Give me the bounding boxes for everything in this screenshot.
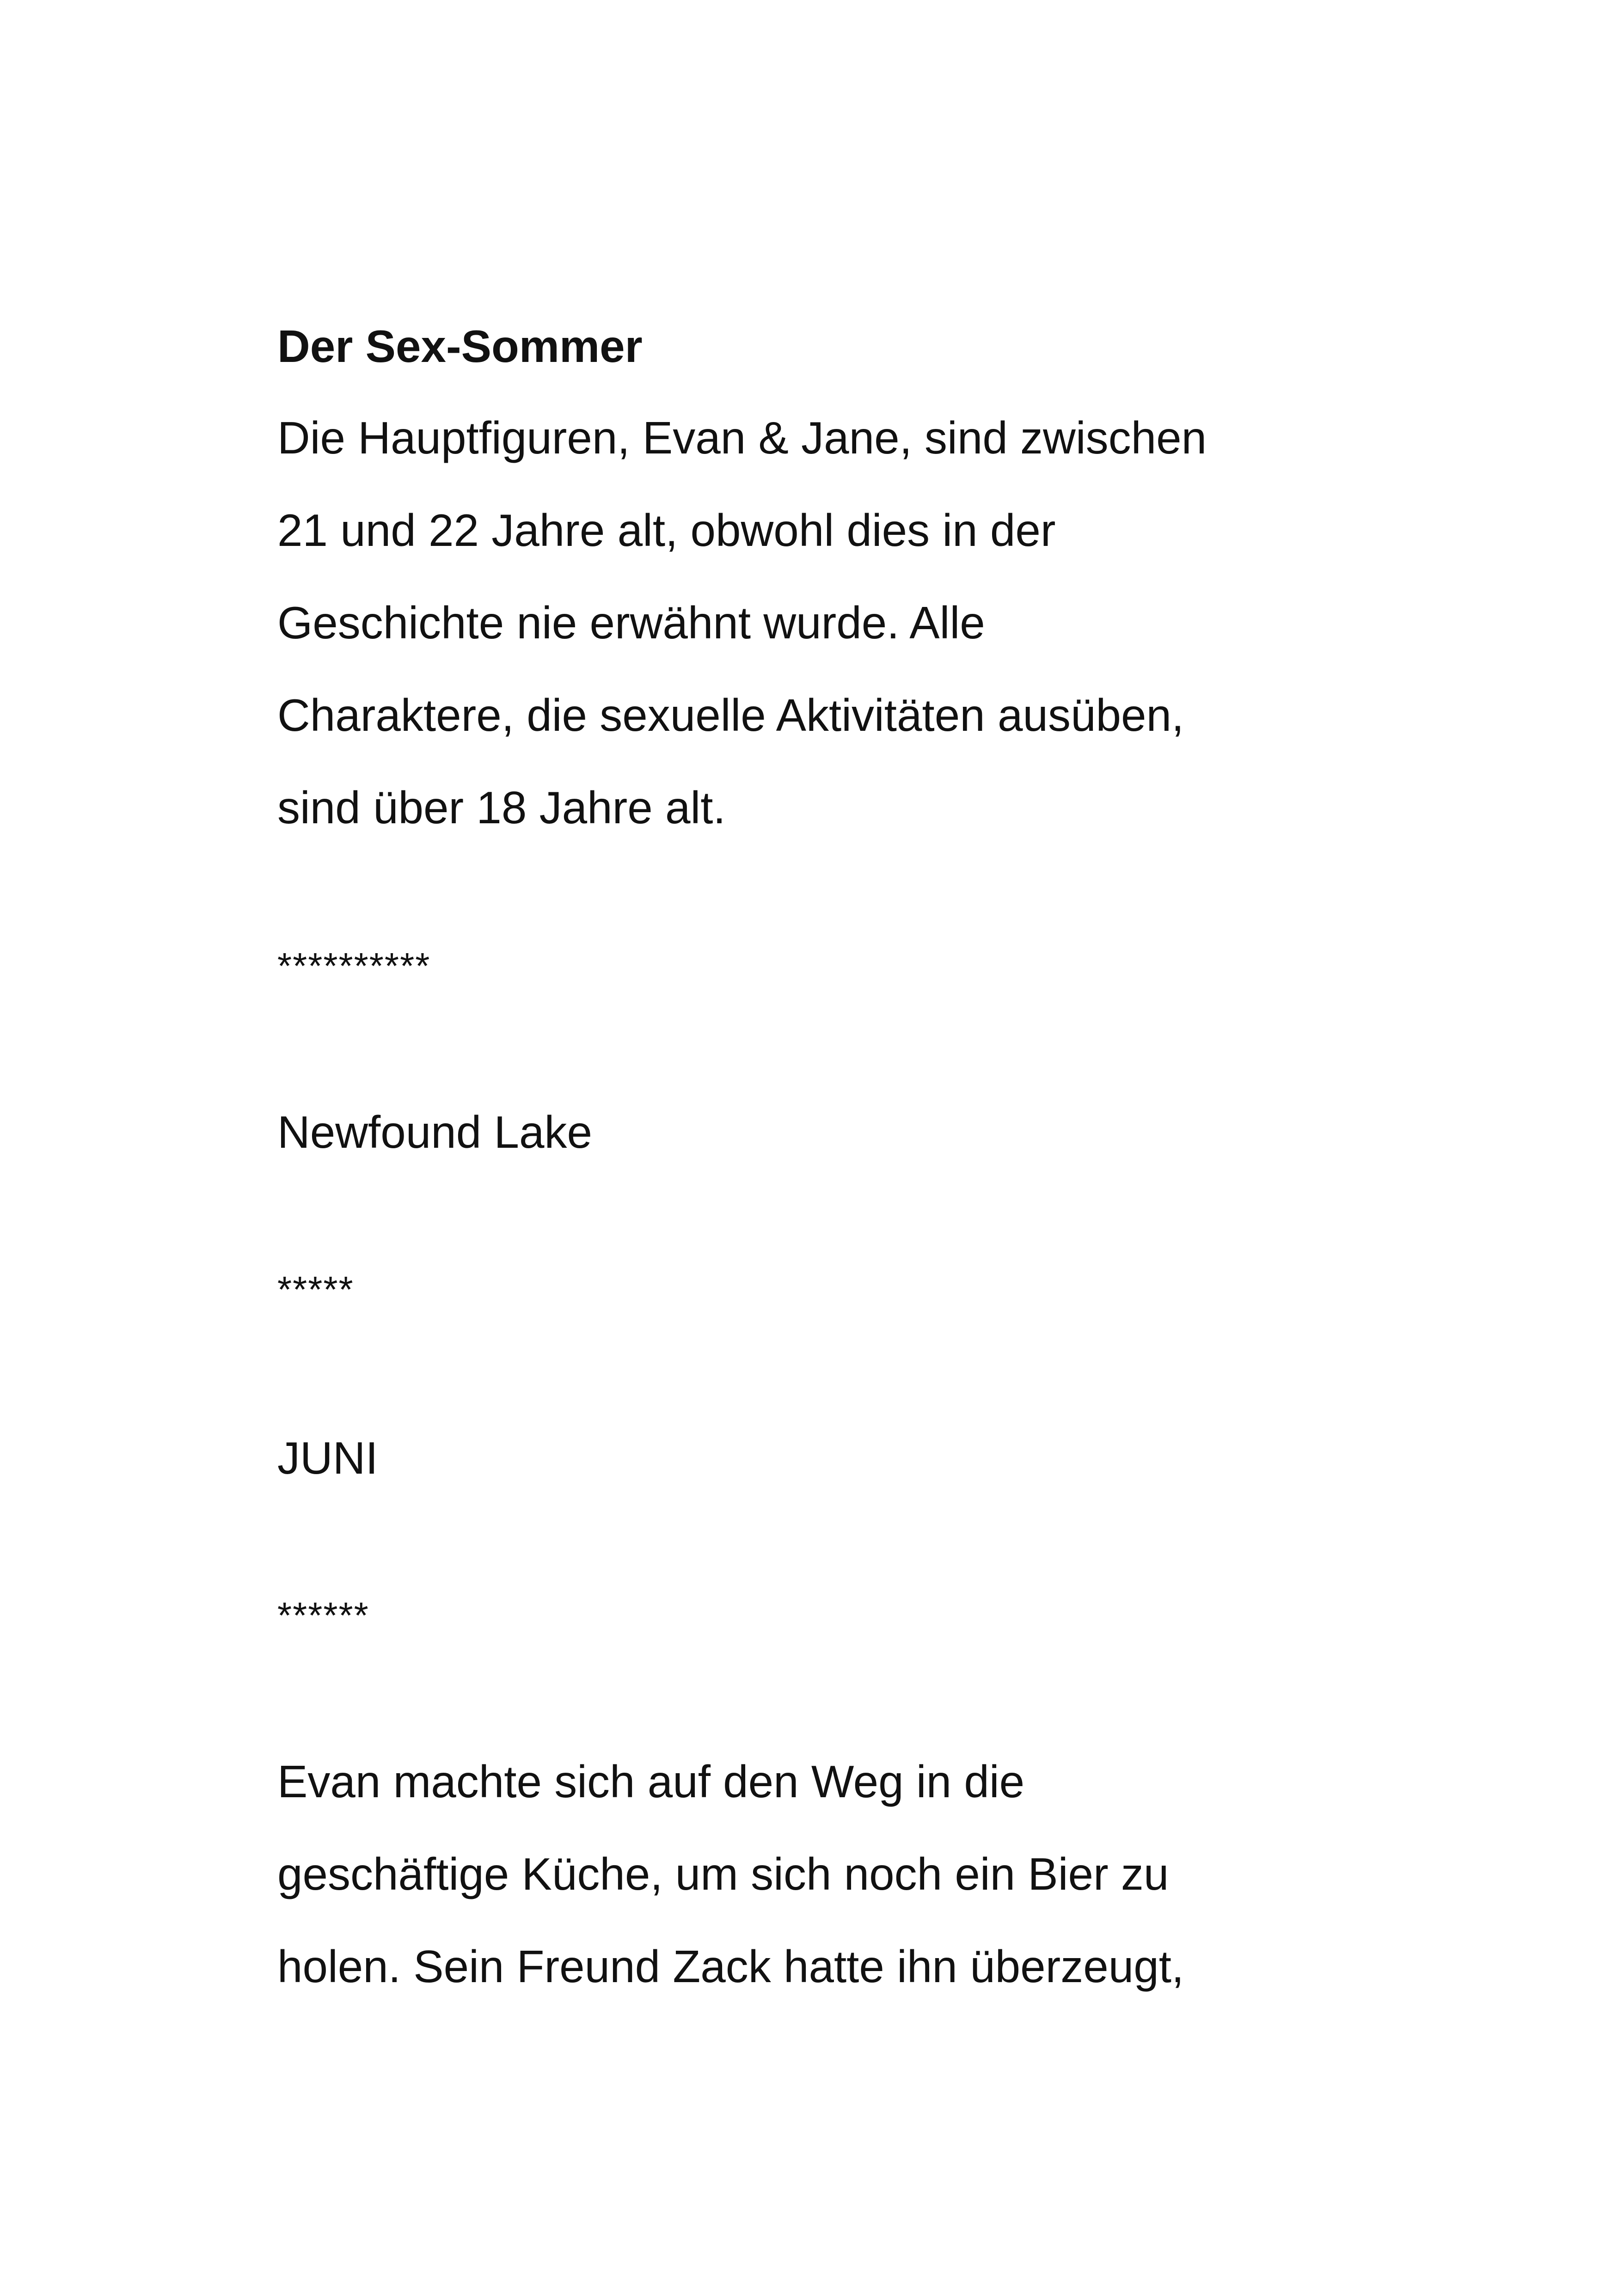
document-title: Der Sex-Sommer: [277, 321, 643, 372]
intro-line: Geschichte nie erwähnt wurde. Alle: [277, 597, 985, 648]
story-line: holen. Sein Freund Zack hatte ihn überzeugt,: [277, 1941, 1184, 1992]
location-heading: Newfound Lake: [277, 1107, 593, 1157]
intro-line: 21 und 22 Jahre alt, obwohl dies in der: [277, 505, 1056, 556]
section-separator: **********: [277, 945, 431, 986]
story-line: Evan machte sich auf den Weg in die: [277, 1756, 1025, 1807]
intro-line: Die Hauptfiguren, Evan & Jane, sind zwischen: [277, 412, 1207, 463]
story-line: geschäftige Küche, um sich noch ein Bier zu: [277, 1849, 1169, 1899]
section-separator: ******: [277, 1595, 369, 1636]
intro-line: sind über 18 Jahre alt.: [277, 782, 726, 833]
month-heading: JUNI: [277, 1433, 378, 1483]
section-separator: *****: [277, 1269, 354, 1310]
intro-line: Charaktere, die sexuelle Aktivitäten ausüben,: [277, 690, 1184, 741]
